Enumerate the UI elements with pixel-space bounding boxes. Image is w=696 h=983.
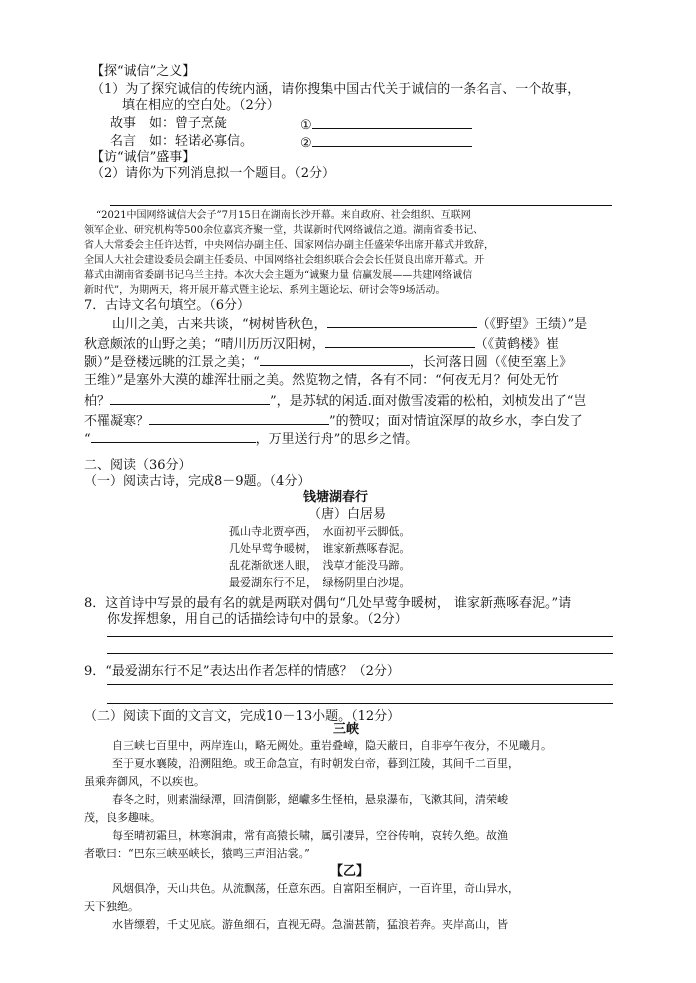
q7-line2: 秋意颇浓的山野之美；“晴川历历汉阳树， （《黄鹤楼》崔 bbox=[84, 337, 560, 352]
saying-num: ② bbox=[300, 136, 312, 151]
q8-answer-line[interactable] bbox=[107, 636, 613, 637]
q1-line2: 填在相应的空白处。（2分） bbox=[122, 98, 280, 113]
news-line: 全国人大社会建设委员会副主任委员、中国网络社会组织联合会会长任贤良出席开幕式。开 bbox=[84, 255, 484, 266]
q9: 9．“最爱湖东行不足”表达出作者怎样的情感？（2分） bbox=[84, 664, 400, 679]
reading-part1: （一）阅读古诗，完成8－9题。（4分） bbox=[84, 474, 311, 489]
q7-line4: 王维）”是塞外大漠的雄浑壮丽之美。然览物之情，各有不同：“何夜无月？何处无竹 bbox=[84, 373, 559, 388]
news-line: 幕式由湖南省委副书记乌兰主持。本次大会主题为“诚聚力量 信赢发展——共建网络诚信 bbox=[84, 270, 473, 281]
text-a-line: 每至晴初霜旦，林寒涧肃，常有高猿长啸，属引凄异，空谷传响，哀转久绝。故渔 bbox=[112, 829, 508, 842]
text-b-line: 天下独绝。 bbox=[84, 900, 139, 913]
poem-line: 几处早莺争暖树， 谁家新燕啄春泥。 bbox=[229, 542, 411, 555]
saying-blank[interactable] bbox=[312, 134, 472, 147]
poem-title: 钱塘湖春行 bbox=[303, 490, 369, 505]
news-line: 新时代”，为期两天，将开展开幕式暨主论坛、系列主题论坛、研讨会等9场活动。 bbox=[84, 285, 446, 296]
q8-line2: 你发挥想象，用自己的话描绘诗句中的景象。（2分） bbox=[107, 612, 408, 627]
text-b-title: 【乙】 bbox=[330, 864, 370, 879]
q9-answer-line[interactable] bbox=[107, 703, 613, 704]
q7-blank-1[interactable] bbox=[327, 315, 477, 328]
text-a-line: 春冬之时，则素湍绿潭，回清倒影，絕巘多生怪柏，悬泉瀑布，飞漱其间，清荣峻 bbox=[112, 793, 508, 806]
poem-line: 最爱湖东行不足， 绿杨阴里白沙堤。 bbox=[229, 576, 411, 589]
section-heading-fang: 【访“诚信”盛事】 bbox=[91, 150, 196, 165]
q1-line1: （1）为了探究诚信的传统内涵，请你搜集中国古代关于诚信的一条名言、一个故事， bbox=[91, 82, 581, 97]
reading-part2: （二）阅读下面的文言文，完成10－13小题。（12分） bbox=[84, 709, 401, 724]
news-line: 领军企业、研究机构等500余位嘉宾齐聚一堂，共谋新时代网络诚信之道。湖南省委书记、 bbox=[84, 225, 484, 236]
q7-blank-2[interactable] bbox=[325, 335, 475, 348]
q7-blank-6[interactable] bbox=[91, 430, 256, 443]
q7-blank-4[interactable] bbox=[110, 392, 270, 405]
q7-blank-3[interactable] bbox=[260, 353, 410, 366]
text-b-line: 风烟俱净，天山共色。从流飘荡，任意东西。自富阳至桐庐，一百许里，奇山异水， bbox=[112, 882, 519, 895]
q7-line6: 不罹凝寒？ ”的赞叹；面对情谊深厚的故乡水，李白发了 bbox=[84, 414, 583, 429]
text-b-line: 水皆缥碧，千丈见底。游鱼细石，直视无碍。急湍甚箭，猛浪若奔。夹岸高山，皆 bbox=[112, 918, 508, 931]
q7-blank-5[interactable] bbox=[149, 412, 329, 425]
q7-line1: 山川之美，古来共谈，“树树皆秋色， （《野望》王绩）”是 bbox=[112, 317, 588, 332]
q9-answer-line[interactable] bbox=[107, 684, 613, 685]
poem-line: 孤山寺北贾亭西， 水面初平云脚低。 bbox=[229, 525, 411, 538]
q2: （2）请你为下列消息拟一个题目。（2分） bbox=[91, 166, 336, 181]
story-answer bbox=[300, 116, 472, 134]
text-a-line: 至于夏水襄陵，沿溯阻绝。或王命急宣，有时朝发白帝，暮到江陵，其间千二百里， bbox=[112, 757, 519, 770]
text-a-line: 茂，良多趣味。 bbox=[84, 811, 161, 824]
text-a-title: 三峡 bbox=[333, 722, 360, 737]
q7-title: 7．古诗文名句填空。（6分） bbox=[84, 298, 251, 313]
q7-line7: “ ，万里送行舟”的思乡之情。 bbox=[84, 432, 419, 447]
text-a-line: 虽乘奔御风，不以疾也。 bbox=[84, 775, 205, 788]
text-a-line: 者歌曰：“巴东三峡巫峡长，猿鸣三声泪沾裳。” bbox=[84, 847, 310, 860]
q8-line1: 8．这首诗中写景的最有名的就是两联对偶句“几处早莺争暖树， 谁家新燕啄春泥。”请 bbox=[84, 596, 572, 611]
poem-author: （唐）白居易 bbox=[308, 507, 387, 522]
news-line: 省人大常委会主任许达哲，中央网信办副主任、国家网信办副主任盛荣华出席开幕式并致辞， bbox=[84, 240, 494, 251]
text-a-line: 自三峡七百里中，两岸连山，略无阙处。重岩叠嶂，隐天蔽日，自非亭午夜分，不见曦月。 bbox=[112, 739, 552, 752]
saying-label: 名言 如：轻诺必寡信。 bbox=[110, 134, 254, 149]
story-num: ① bbox=[300, 118, 312, 133]
reading-heading: 二、阅读（36分） bbox=[84, 458, 192, 473]
saying-answer bbox=[300, 134, 472, 152]
q2-answer-line[interactable] bbox=[110, 205, 612, 206]
story-label: 故事 如：曾子烹彘 bbox=[110, 116, 228, 131]
poem-line: 乱花渐欲迷人眼， 浅草才能没马蹄。 bbox=[229, 559, 411, 572]
q8-answer-line[interactable] bbox=[107, 653, 613, 654]
section-heading-tan: 【探“诚信”之义】 bbox=[91, 64, 196, 79]
news-line: “2021中国网络诚信大会子”7月15日在湖南长沙开幕。来自政府、社会组织、互联网 bbox=[96, 210, 471, 221]
q7-line3: 颢）”是登楼远眺的江景之美；“ ，长河落日圆（《使至塞上》 bbox=[84, 355, 573, 370]
q7-line5: 柏？ ”，是苏轼的闲适.面对傲雪凌霜的松柏，刘桢发出了“岂 bbox=[84, 394, 587, 409]
story-blank[interactable] bbox=[312, 116, 472, 129]
